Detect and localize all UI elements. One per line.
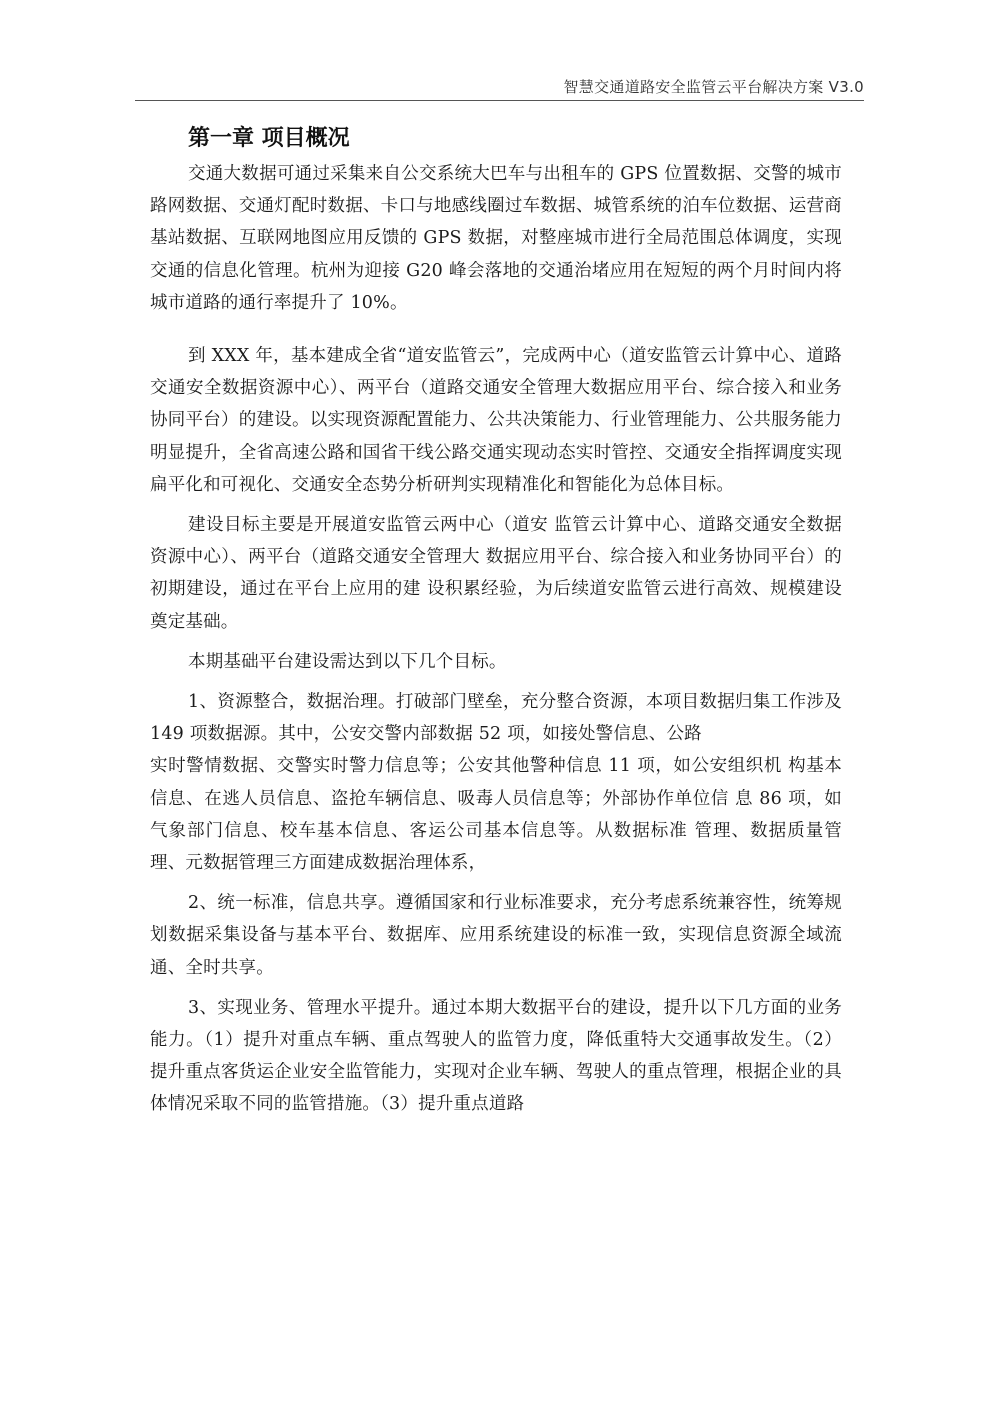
paragraph-goal: 到 XXX 年，基本建成全省“道安监管云”，完成两中心（道安监管云计算中心、道路交通安全数据资源中心）、两平台（道路交通安全管理大数据应用平台、综合接入和业务协同平台）的建设。以实现资源配置能力、公共决策能力、行业管理能力、公共服务能力明显提升，全省高速公路和国省干线公路交通实现动态实时管控、交通安全指挥调度实现扁平化和可视化、交通安全态势分析研判实现精准化和智能化为总体目标。 [150,346,842,495]
chapter-title: 第一章 项目概况 [188,126,350,151]
page-header-title: 智慧交通道路安全监管云平台解决方案 V3.0 [563,78,864,96]
paragraph-item-1-continued: 实时警情数据、交警实时警力信息等；公安其他警种信息 11 项，如公安组织机 构基本信息、在逃人员信息、盗抢车辆信息、吸毒人员信息等；外部协作单位信 息 86 项，如气象部门信息、校车基本信息、客运公司基本信息等。从数据标准 管理、数据质量管理、元数据管理三方面建成数据治理体系， [150,756,842,874]
paragraph-targets-intro: 本期基础平台建设需达到以下几个目标。 [188,651,507,672]
paragraph-spacer [150,501,842,509]
paragraph-item-1-start: 1、资源整合，数据治理。打破部门壁垒，充分整合资源，本项目数据归集工作涉及 149 项数据源。其中，公安交警内部数据 52 项，如接处警信息、公路 [150,692,842,745]
paragraph-item-3: 3、实现业务、管理水平提升。通过本期大数据平台的建设，提升以下几方面的业务能力。（1）提升对重点车辆、重点驾驶人的监管力度，降低重特大交通事故发生。（2）提升重点客货运企业安全监管能力，实现对企业车辆、驾驶人的重点管理，根据企业的具体情况采取不同的监管措施。（3）提升重点道路 [150,997,842,1115]
document-body [150,122,842,1121]
paragraph-spacer [150,678,842,686]
paragraph-spacer [150,879,842,887]
header-divider [135,100,864,101]
paragraph-item-2: 2、统一标准，信息共享。遵循国家和行业标准要求，充分考虑系统兼容性，统筹规划数据采集设备与基本平台、数据库、应用系统建设的标准一致，实现信息资源全域流通、全时共享。 [150,893,842,978]
paragraph-intro: 交通大数据可通过采集来自公交系统大巴车与出租车的 GPS 位置数据、交警的城市路网数据、交通灯配时数据、卡口与地感线圈过车数据、城管系统的泊车位数据、运营商基站数据、互联网地图应用反馈的 GPS 数据，对整座城市进行全局范围总体调度，实现交通的信息化管理。杭州为迎接 G20 峰会落地的交通治堵应用在短短的两个月时间内将城市道路的通行率提升了 10%。 [150,164,842,313]
paragraph-spacer [150,638,842,646]
paragraph-spacer [150,984,842,992]
paragraph-spacer [150,319,842,340]
paragraph-construction-target: 建设目标主要是开展道安监管云两中心（道安 监管云计算中心、道路交通安全数据资源中心）、两平台（道路交通安全管理大 数据应用平台、综合接入和业务协同平台）的初期建设，通过在平台上应用的建 设积累经验，为后续道安监管云进行高效、规模建设奠定基础。 [150,515,842,632]
